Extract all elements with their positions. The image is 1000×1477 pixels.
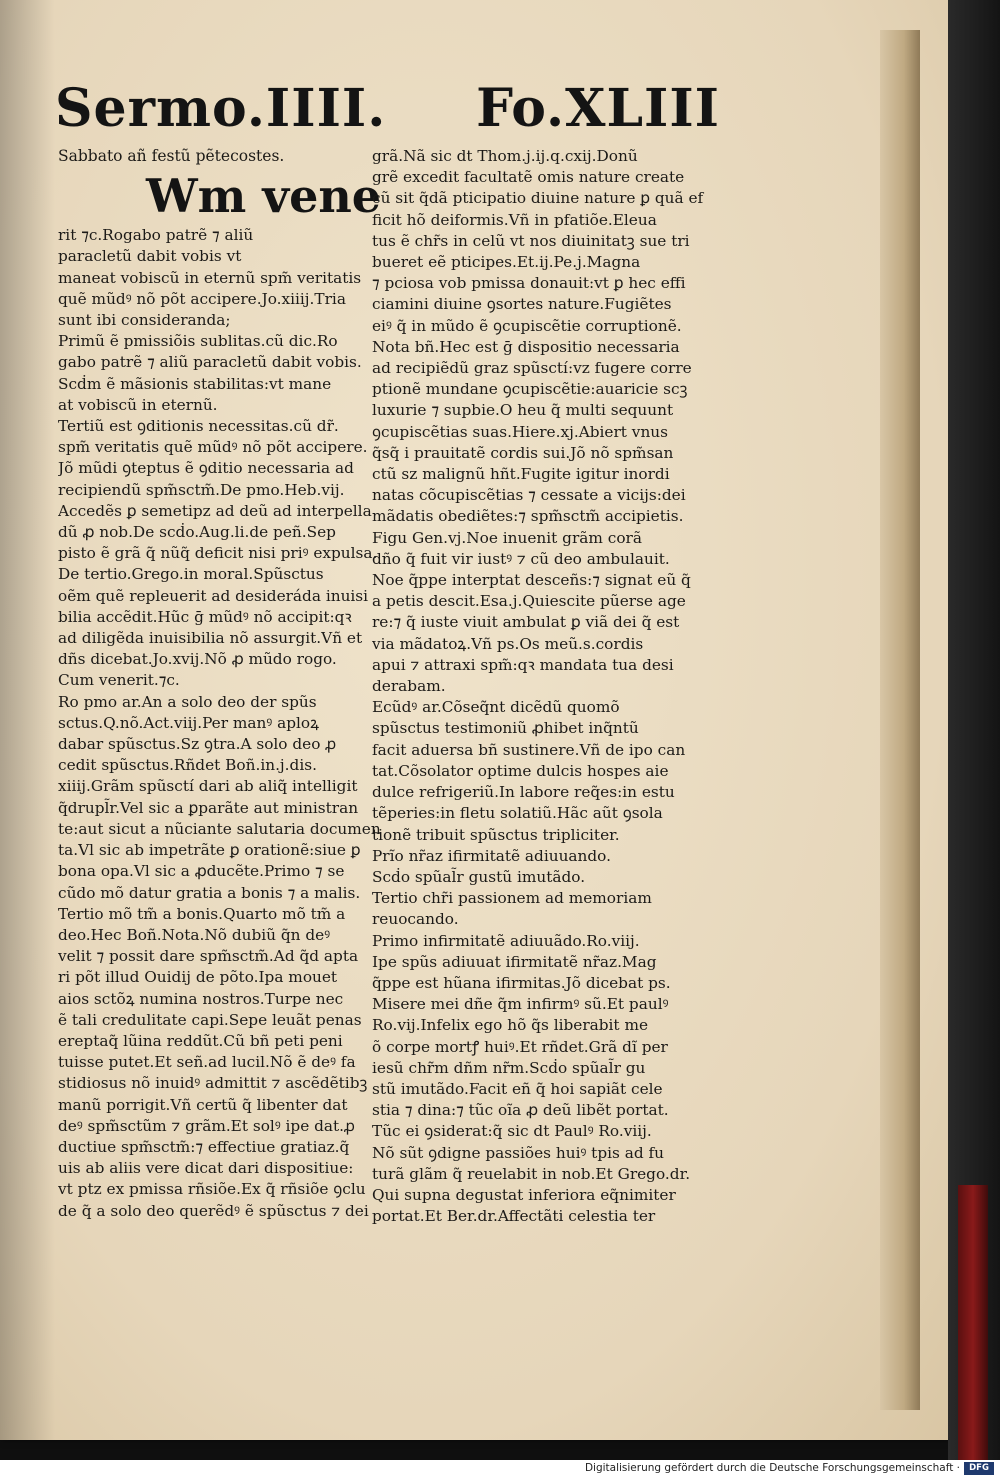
text-line: q̃sq̃ i prauitatẽ cordis sui.Jõ nõ spm̃san (372, 443, 674, 462)
text-line: turã glãm q̃ reuelabit in nob.Et Grego.dr. (372, 1164, 691, 1183)
text-line: iesũ chr̃m dñm nr̃m.Scḋo spũal̃r gu (372, 1058, 646, 1077)
text-line: bona opa.Vl sic a ꝓducẽte.Primo ⁊ se (58, 862, 345, 881)
text-line: manũ porrigit.Vñ certũ q̃ libenter dat (58, 1095, 348, 1114)
text-line: Nota bñ.Hec est ḡ dispositio necessaria (372, 337, 680, 356)
text-line: ꝯcupiscẽtias suas.Hiere.xj.Abiert vnus (372, 422, 669, 441)
text-line: dñs dicebat.Jo.xvij.Nõ ꝓ mũdo rogo. (58, 650, 337, 669)
text-line: derabam. (372, 677, 446, 696)
running-head-sermon: Sermo.IIII. (55, 78, 387, 139)
footer-credit: Digitalisierung gefördert durch die Deutsche Forschungsgemeinschaft · (584, 1462, 960, 1474)
text-line: vt ptz ex pmissa rñsiõe.Ex q̃ rñsiõe ꝯclu (58, 1180, 366, 1199)
text-line: sunt ibi consideranda; (58, 311, 231, 330)
text-line: Figu Gen.vj.Noe inuenit grãm corã (372, 528, 642, 547)
text-line: dño q̃ fuit vir iustꝰ ⁊ cũ deo ambulauit. (372, 549, 670, 568)
text-line: re:⁊ q̃ iuste viuit ambulat ꝑ viã dei q̃ est (372, 613, 680, 632)
text-line: paracletũ dabit vobis vt (58, 247, 242, 266)
text-line: ad recipiẽdũ graz spũsctí:vz fugere corre (372, 359, 692, 378)
left-column (58, 146, 383, 1222)
text-line: stia ⁊ dina:⁊ tũc oĩa ꝓ deũ libẽt portat. (372, 1101, 669, 1120)
text-line: cũdo mõ datur gratia a bonis ⁊ a malis. (58, 883, 361, 902)
footer-bar (0, 1460, 1000, 1477)
text-line: deꝰ spm̃sctũm ⁊ grãm.Et solꝰ ipe dat.ꝓ (58, 1116, 355, 1135)
text-line: Ipe spũs adiuuat ifirmitatẽ nr̃az.Mag (372, 952, 657, 971)
text-line: deo.Hec Boñ.Nota.Nõ dubiũ q̃n deꝰ (58, 925, 331, 944)
text-line: uis ab aliis vere dicat dari dispositiue: (58, 1159, 354, 1178)
section-caption: Sabbato añ festũ pẽtecostes. (58, 147, 285, 165)
text-line: Nõ sũt ꝯdigne passiões huiꝰ tpis ad fu (372, 1143, 665, 1162)
text-line: a petis descit.Esa.j.Quiescite pũerse age (372, 592, 686, 611)
text-line: stũ imutãdo.Facit eñ q̃ hoi sapiãt cele (372, 1079, 663, 1098)
text-line: De tertio.Grego.in moral.Spũsctus (58, 565, 324, 584)
text-line: gabo patrẽ ⁊ aliũ paracletũ dabit vobis. (58, 353, 362, 372)
text-line: xiiij.Grãm spũsctí dari ab aliq̃ intelligit (58, 777, 358, 796)
text-line: Tũc ei ꝯsiderat:q̃ sic dt Paulꝰ Ro.viij. (372, 1122, 652, 1141)
text-line: ⁊ pciosa vob pmissa donauit:vt ꝑ hec effi (372, 274, 686, 293)
text-line: q̃ppe est hũana ifirmitas.Jõ dicebat ps. (372, 973, 671, 992)
text-line: ta.Vl sic ab impetrãte ꝑ orationẽ:siue ꝑ (58, 841, 361, 860)
text-line: bilia accẽdit.Hũc ḡ mũdꝰ nõ accipit:qꝛ (58, 607, 352, 626)
text-line: Jõ mũdi ꝯteptus ẽ ꝯditio necessaria ad (58, 459, 354, 478)
text-line: te:aut sicut a nũciante salutaria documen (58, 819, 381, 838)
text-line: velit ⁊ possit dare spm̃sctm̃.Ad q̃d apta (58, 947, 359, 966)
text-line: Scḋm ẽ mãsionis stabilitas:vt mane (58, 374, 332, 393)
text-line: Misere mei dñe q̃m infirmꝰ sũ.Et paulꝰ (372, 995, 669, 1014)
page-gutter-shadow (0, 0, 55, 1440)
text-line: Ro.vij.Infelix ego hõ q̃s liberabit me (372, 1016, 649, 1035)
text-line: de q̃ a solo deo querẽdꝰ ẽ spũsctus ⁊ dei (58, 1201, 369, 1220)
text-line: Noe q̃ppe interptat desceñs:⁊ signat eũ q̃ (372, 571, 691, 590)
text-line: tuisse putet.Et señ.ad lucil.Nõ ẽ deꝰ fa (58, 1053, 356, 1072)
left-text-lines (58, 225, 383, 1222)
right-column (372, 146, 727, 1227)
text-line: dabar spũsctus.Sz ꝯtra.A solo deo ꝓ (58, 735, 337, 754)
text-line: õ corpe mortꝭ huiꝰ.Et rñdet.Grã dĩ per (372, 1037, 668, 1056)
page-edge (880, 30, 920, 1410)
text-line: Tertio mõ tm̃ a bonis.Quarto mõ tm̃ a (58, 904, 346, 923)
right-text-lines (372, 146, 727, 1227)
text-line: portat.Et Ber.dr.Affectãti celestia ter (372, 1207, 656, 1226)
text-line: Qui supna degustat inferiora eq̃nimiter (372, 1185, 676, 1204)
text-line: ptionẽ mundane ꝯcupiscẽtie:auaricie scꝫ (372, 380, 688, 399)
text-line: dulce refrigeriũ.In labore req̃es:in estu (372, 783, 675, 802)
text-line: ficit hõ deiformis.Vñ in pfatiõe.Eleua (372, 210, 657, 229)
text-line: Ro pmo ar.An a solo deo der spũs (58, 692, 317, 711)
text-line: tat.Cõsolator optime dulcis hospes aie (372, 761, 669, 780)
text-line: Tertiũ est ꝯditionis necessitas.cũ dr̃. (58, 417, 339, 436)
text-line: sctus.Q.nõ.Act.viij.Per manꝰ aploꝝ (58, 713, 319, 732)
display-words: Wm vene (146, 169, 382, 224)
text-line: Prĩo nr̃az ifirmitatẽ adiuuando. (372, 846, 611, 865)
text-line: recipiendũ spm̃sctm̃.De pmo.Heb.vij. (58, 480, 345, 499)
text-line: cedit spũsctus.Rñdet Boñ.in.j.dis. (58, 756, 317, 775)
text-line: via mãdatoꝝ.Vñ ps.Os meũ.s.cordis (372, 634, 644, 653)
text-line: grã.Nã sic dt Thom.j.ij.q.cxij.Donũ (372, 147, 638, 165)
text-line: Primũ ẽ pmissiõis sublitas.cũ dic.Ro (58, 332, 338, 351)
text-line: Tertio chr̃i passionem ad memoriam (372, 889, 652, 908)
text-line: spm̃ veritatis quẽ mũdꝰ nõ põt accipere. (58, 438, 368, 457)
text-line: spũsctus testimoniũ ꝓhibet inq̃ntũ (372, 719, 639, 738)
text-line: ẽ tali credulitate capi.Sepe leuãt penas (58, 1010, 362, 1029)
bookmark-ribbon (958, 1185, 988, 1460)
text-line: at vobiscũ in eternũ. (58, 395, 218, 414)
display-line (58, 167, 383, 225)
text-line: pisto ẽ grã q̃ nũq̃ deficit nisi priꝰ expulsa. (58, 544, 378, 563)
text-line: stidiosus nõ inuidꝰ admittit ⁊ ascẽdẽtibꝫ (58, 1074, 368, 1093)
text-line: Cum venerit.⁊c. (58, 671, 180, 690)
running-head (55, 78, 720, 148)
text-line: eiꝰ q̃ in mũdo ẽ ꝯcupiscẽtie corruptionẽ. (372, 316, 682, 335)
text-line: reuocando. (372, 910, 459, 929)
text-line: ciamini diuine ꝯsortes nature.Fugiẽtes (372, 295, 672, 314)
text-line: apui ⁊ attraxi spm̃:qꝛ mandata tua desi (372, 655, 674, 674)
text-line: oẽm quẽ repleuerit ad desideráda inuisi (58, 586, 369, 605)
text-line: ereptaq̃ lũina reddũt.Cũ bñ peti peni (58, 1031, 343, 1050)
text-line: cũ sit q̃dã pticipatio diuine nature ꝑ quã ef (372, 189, 704, 208)
text-line: tionẽ tribuit spũsctus tripliciter. (372, 825, 620, 844)
text-line: grẽ excedit facultatẽ omis nature create (372, 168, 685, 187)
text-line: facit aduersa bñ sustinere.Vñ de ipo can (372, 740, 686, 759)
text-line: tẽperies:in fletu solatiũ.Hãc aũt ꝯsola (372, 804, 663, 823)
text-line: Scḋo spũal̃r gustũ imutãdo. (372, 867, 586, 886)
running-head-folio: Fo.XLIII (476, 78, 720, 139)
text-line: Accedẽs ꝑ semetipz ad deũ ad interpella (58, 501, 372, 520)
text-line: Ecũdꝰ ar.Cõseq̃nt dicẽdũ quomõ (372, 698, 620, 717)
text-line: quẽ mũdꝰ nõ põt accipere.Jo.xiiij.Tria (58, 289, 346, 308)
text-line: Primo infirmitatẽ adiuuãdo.Ro.viij. (372, 931, 640, 950)
text-line: ductiue spm̃sctm̃:⁊ effectiue gratiaz.q̃ (58, 1137, 350, 1156)
text-line: ctũ sz malignũ hñt.Fugite igitur inordi (372, 465, 670, 484)
text-line: tus ẽ chr̃s in celũ vt nos diuinitatꝫ sue tri (372, 231, 690, 250)
text-line: ri põt illud Ouidij de põto.Ipa mouet (58, 968, 338, 987)
text-line: rit ⁊c.Rogabo patrẽ ⁊ aliũ (58, 226, 254, 245)
text-line: mãdatis obediẽtes:⁊ spm̃sctm̃ accipietis. (372, 507, 684, 526)
text-line: ad diligẽda inuisibilia nõ assurgit.Vñ et (58, 629, 363, 648)
dfg-logo: DFG (964, 1462, 994, 1475)
text-line: maneat vobiscũ in eternũ spm̃ veritatis (58, 268, 362, 287)
text-line: dũ ꝓ nob.De scḋo.Aug.li.de peñ.Sep (58, 523, 336, 542)
text-line: aios sctõꝝ numina nostros.Turpe nec (58, 989, 344, 1008)
text-line: q̃drupl̃r.Vel sic a ꝑparãte aut ministran (58, 798, 359, 817)
text-line: luxurie ⁊ supbie.O heu q̃ multi sequunt (372, 401, 674, 420)
text-line: bueret eẽ pticipes.Et.ij.Pe.j.Magna (372, 253, 641, 272)
text-line: natas cõcupiscẽtias ⁊ cessate a vicijs:dei (372, 486, 686, 505)
